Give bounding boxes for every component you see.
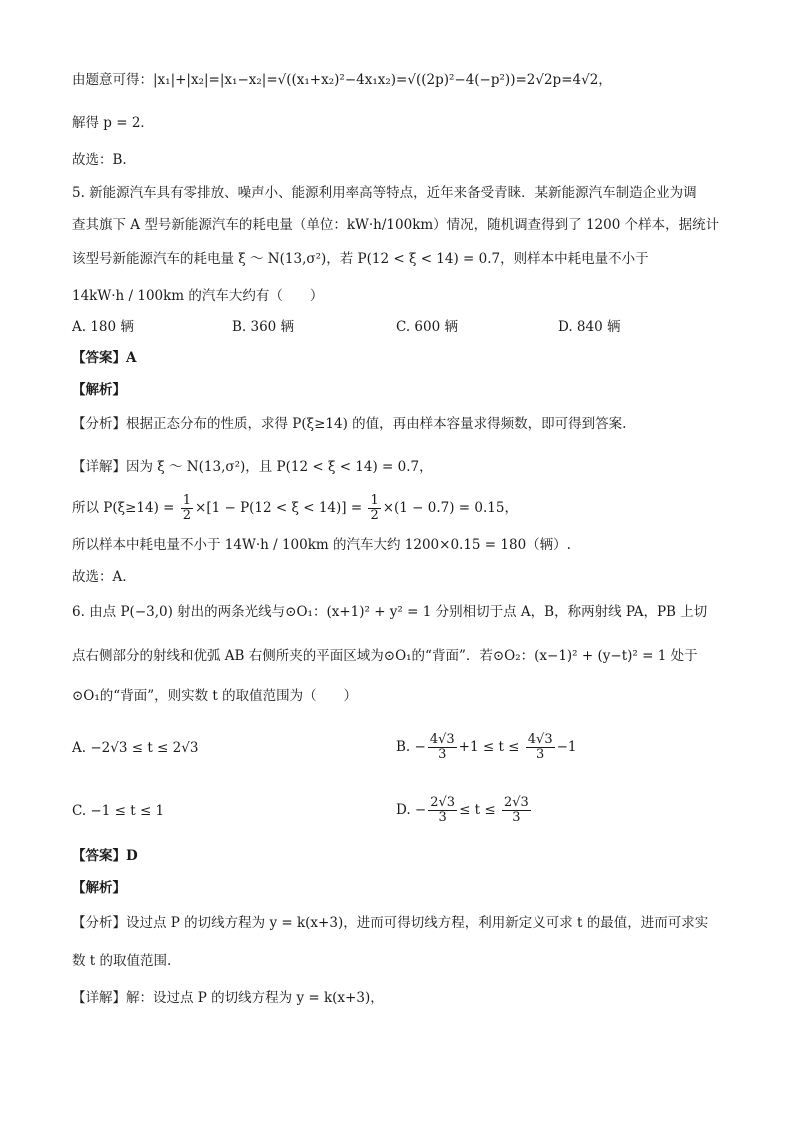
line-derivation: [72, 70, 612, 90]
q5-option-c: C. 600 辆: [396, 319, 458, 335]
q6-detail: 【详解】解：设过点 P 的切线方程为 y = k(x+3)，: [72, 990, 384, 1006]
q5-stem-line1: 5. 新能源汽车具有零排放、噪声小、能源利用率高等特点，近年来备受青睐．某新能源汽车制造企业为调: [72, 185, 697, 201]
q5-option-b: B. 360 辆: [232, 319, 295, 335]
q6-analysis-line2: 数 t 的取值范围.: [72, 953, 172, 969]
frac-denominator: 3: [536, 747, 545, 762]
q5-option-d: D. 840 辆: [558, 319, 621, 335]
q5-option-a: A. 180 辆: [72, 319, 134, 335]
q6-stem-line3: ⊙O₁的“背面”，则实数 t 的取值范围为（ ）: [72, 688, 358, 704]
q5-analysis: 【分析】根据正态分布的性质，求得 P(ξ≥14) 的值，再由样本容量求得频数，即可得到答案.: [72, 416, 627, 432]
q6-option-d: [396, 793, 533, 827]
optb-frac-1: [428, 733, 457, 762]
q5-answer: 【答案】A: [72, 350, 137, 366]
frac-denominator: 3: [438, 747, 447, 762]
frac-numerator: 4√3: [429, 732, 455, 747]
fraction-half: [181, 494, 193, 523]
q6-jiexi: 【解析】: [72, 880, 126, 896]
q6-option-b: [396, 730, 577, 764]
q6-stem-line2: 点右侧部分的射线和优弧 AB 右侧所夹的平面区域为⊙O₁的“背面”．若⊙O₂：(x−1)² + (y−t)² = 1 处于: [72, 648, 698, 664]
optb-end: −1: [556, 739, 577, 755]
frac-denominator: 3: [512, 810, 521, 825]
frac-numerator: 2√3: [430, 795, 456, 810]
optd-frac-1: [428, 796, 457, 825]
q5-conclusion: 所以样本中耗电量不小于 14W·h / 100km 的汽车大约 1200×0.15 = 180（辆）.: [72, 537, 571, 553]
optb-frac-2: [526, 733, 555, 762]
q5-detail: 【详解】因为 ξ ～ N(13,σ²)，且 P(12 < ξ < 14) = 0.7，: [72, 459, 433, 475]
frac-denominator: 2: [370, 508, 379, 523]
frac-numerator: 2√3: [504, 795, 529, 810]
fraction-half-2: [368, 494, 380, 523]
q5-choose: 故选：A.: [72, 569, 127, 585]
q5-stem-line3: 该型号新能源汽车的耗电量 ξ ～ N(13,σ²)，若 P(12 < ξ < 14) = 0.7，则样本中耗电量不小于: [72, 251, 649, 267]
derivation-label: 由题意可得：: [72, 72, 153, 88]
calc-end: ×(1 − 0.7) = 0.15，: [382, 500, 518, 516]
q5-jiexi: 【解析】: [72, 382, 126, 398]
optd-middle: ≤ t ≤: [459, 802, 500, 818]
q6-stem-line1: 6. 由点 P(−3,0) 射出的两条光线与⊙O₁：(x+1)² + y² = 1 分别相切于点 A，B，称两射线 PA，PB 上切: [72, 604, 708, 620]
q5-stem-line2: 查其旗下 A 型号新能源汽车的耗电量（单位：kW·h/100km）情况，随机调查得到了 1200 个样本，据统计: [72, 217, 720, 233]
frac-denominator: 2: [182, 508, 192, 523]
line-solve-p: 解得 p = 2．: [72, 115, 154, 131]
frac-numerator: 1: [370, 493, 379, 508]
line-choose-b: 故选：B.: [72, 152, 127, 168]
calc-middle: ×[1 − P(12 < ξ < 14)] =: [195, 500, 367, 516]
q5-stem-line4: 14kW·h / 100km 的汽车大约有（ ）: [72, 288, 324, 304]
q6-option-a: A. −2√3 ≤ t ≤ 2√3: [72, 740, 199, 756]
frac-numerator: 1: [182, 493, 192, 508]
q6-analysis-line1: 【分析】设过点 P 的切线方程为 y = k(x+3)，进而可得切线方程，利用新定义可求 t 的最值，进而可求实: [72, 915, 709, 931]
derivation-math: |x₁|+|x₂|=|x₁−x₂|=√((x₁+x₂)²−4x₁x₂)=√((2p)²−4(−p²))=2√2p=4√2，: [153, 72, 612, 88]
optb-prefix: B. −: [396, 739, 426, 755]
optd-prefix: D. −: [396, 802, 427, 818]
optb-middle: +1 ≤ t ≤: [458, 739, 524, 755]
frac-denominator: 3: [438, 810, 447, 825]
frac-numerator: 4√3: [527, 732, 553, 747]
optd-frac-2: [502, 796, 531, 825]
q6-answer: 【答案】D: [72, 848, 138, 864]
q5-calculation: [72, 492, 518, 524]
calc-prefix: 所以 P(ξ≥14) =: [72, 500, 179, 516]
q6-option-c: C. −1 ≤ t ≤ 1: [72, 803, 165, 819]
